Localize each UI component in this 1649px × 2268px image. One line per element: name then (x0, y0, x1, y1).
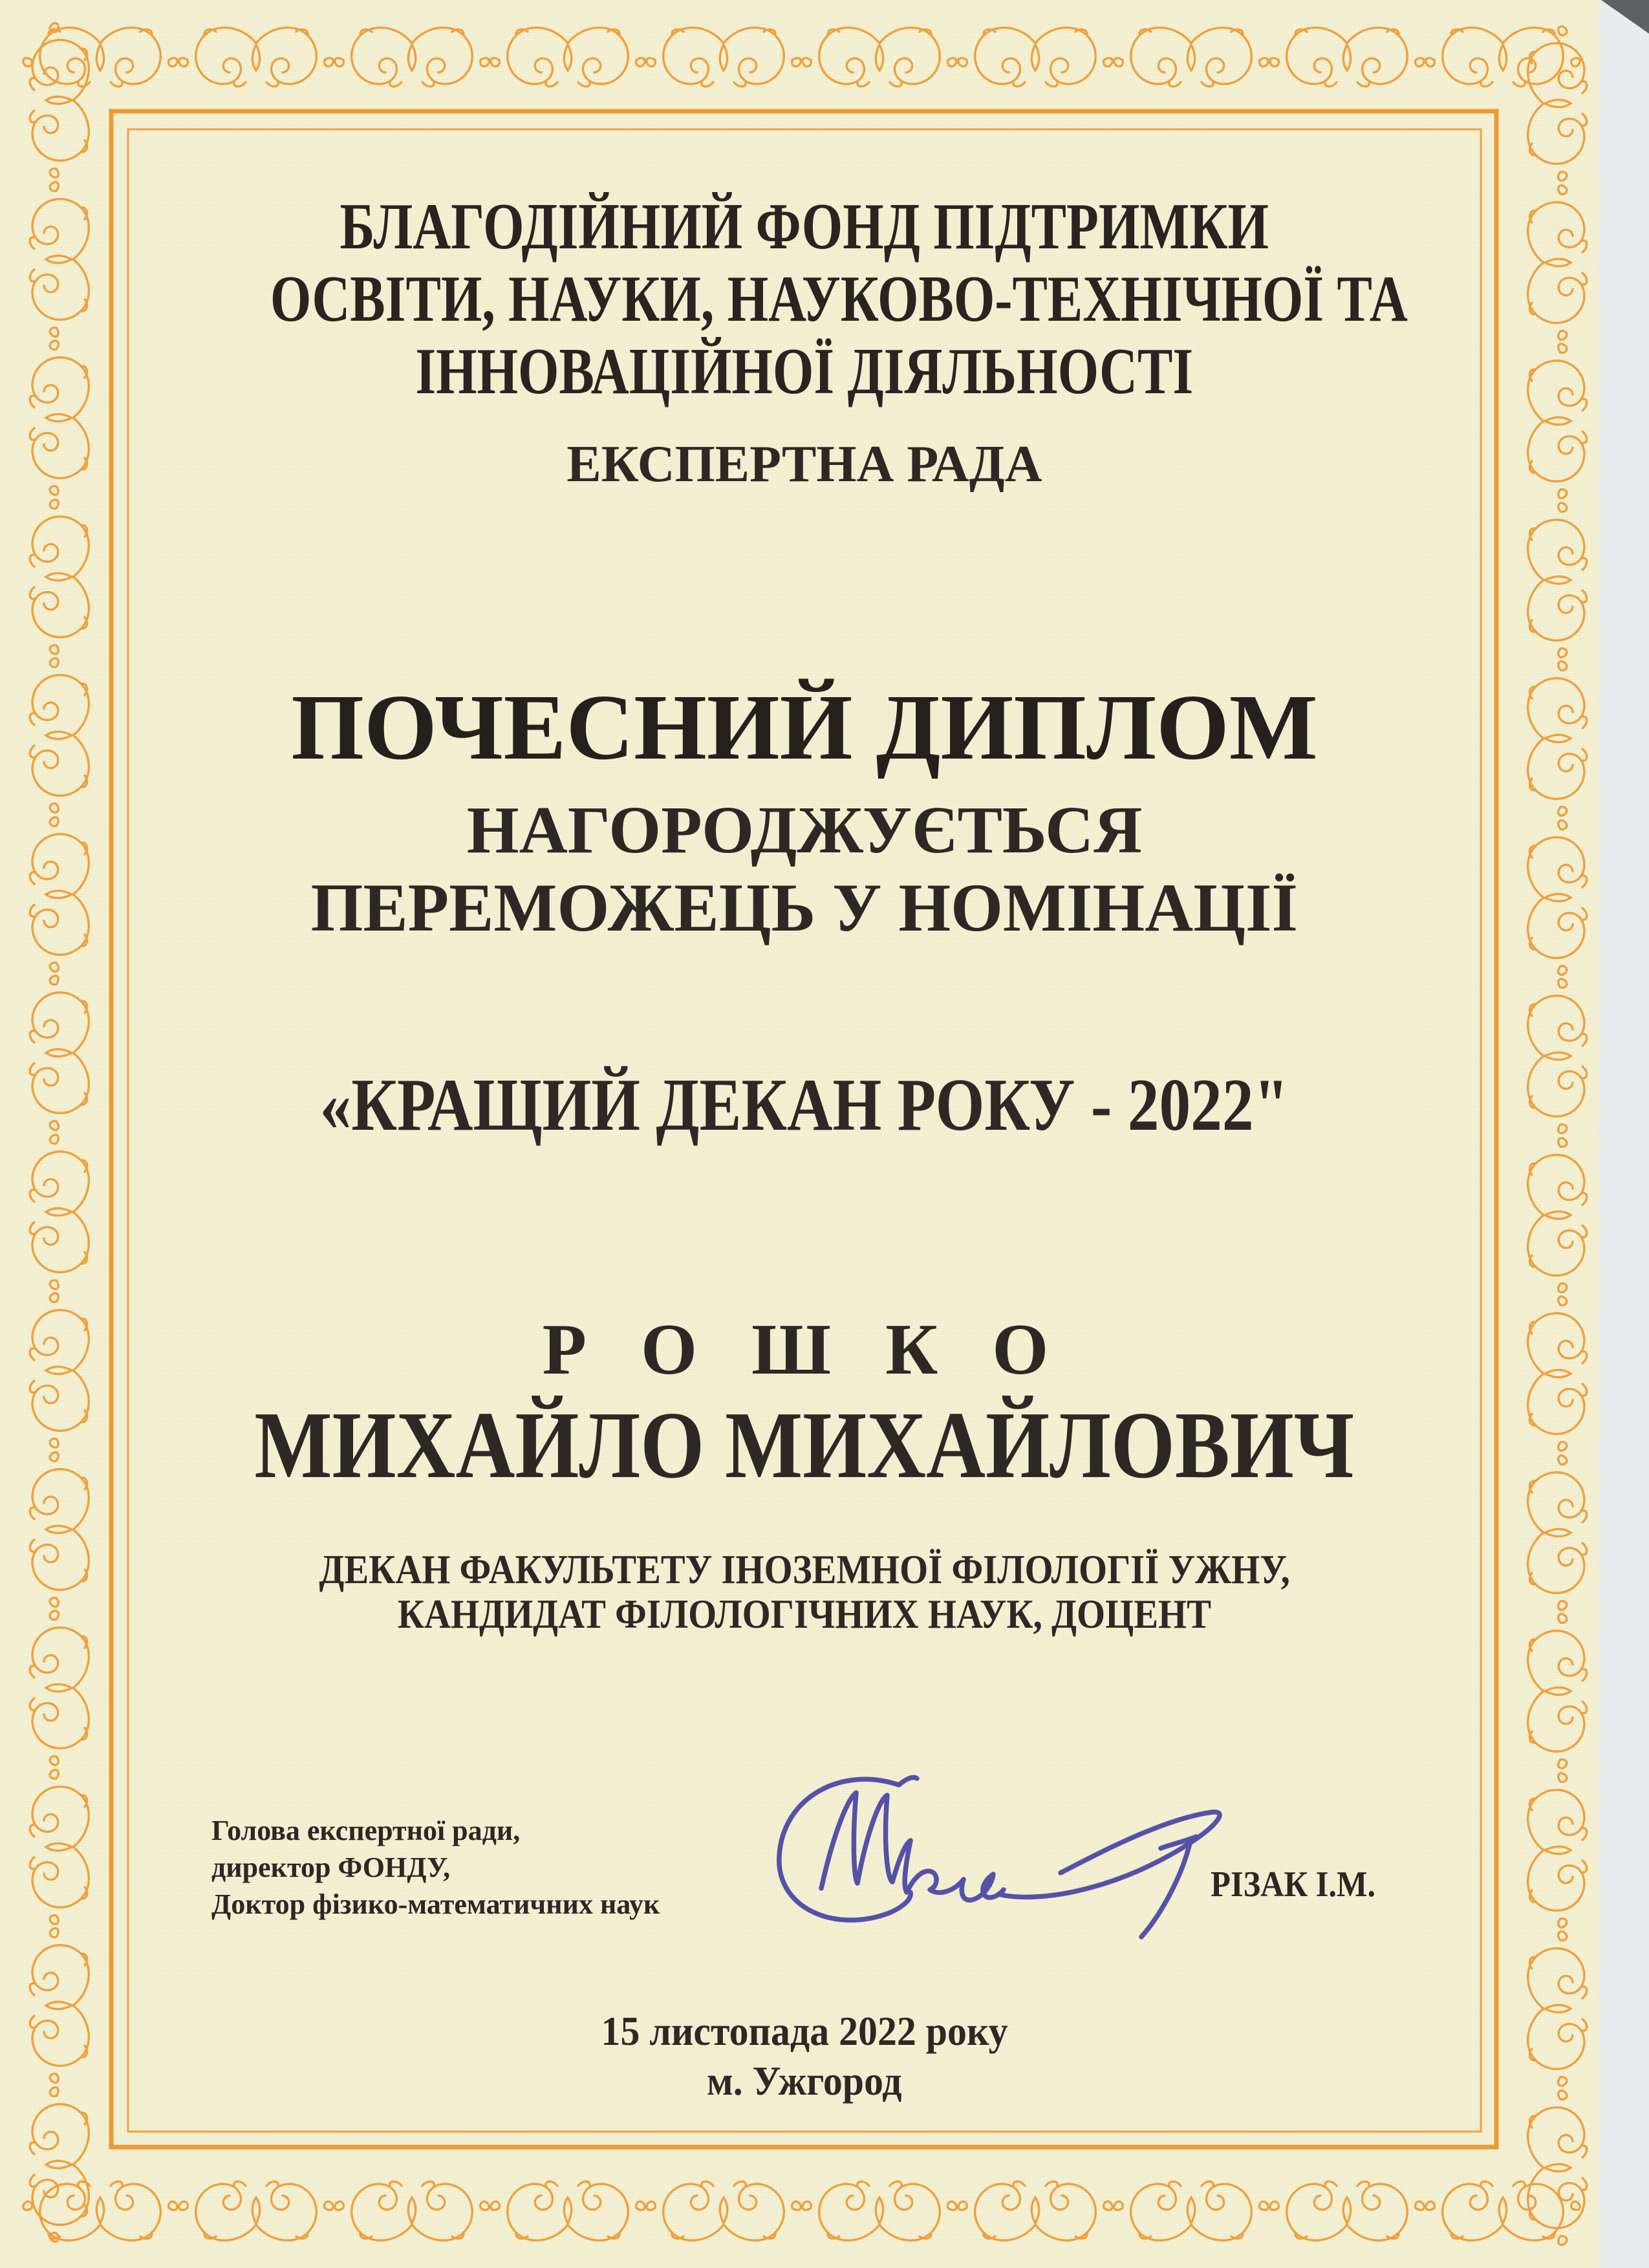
nomination-title-text: «КРАЩИЙ ДЕКАН РОКУ - 2022" (319, 1064, 1289, 1147)
signer-name (1145, 1864, 1442, 1905)
scanner-edge (1599, 0, 1649, 2268)
fund-name (128, 191, 1481, 409)
recipient-title-line: КАНДИДАТ ФІЛОЛОГІЧНИХ НАУК, ДОЦЕНТ (397, 1591, 1212, 1637)
recipient-title-line: ДЕКАН ФАКУЛЬТЕТУ ІНОЗЕМНОЇ ФІЛОЛОГІЇ УЖНУ, (319, 1547, 1290, 1592)
scanner-corner-shadow (1601, 0, 1649, 34)
recipient-surname (128, 1308, 1481, 1392)
date-line: 15 листопада 2022 року (601, 2009, 1008, 2054)
fund-name-line: ІННОВАЦІЙНОЇ ДІЯЛЬНОСТІ (415, 335, 1194, 409)
signer-role-line: директор ФОНДУ, (211, 1852, 451, 1884)
fund-name-line: БЛАГОДІЙНИЙ ФОНД ПІДТРИМКИ (339, 190, 1269, 263)
fund-name-line: ОСВІТИ, НАУКИ, НАУКОВО-ТЕХНІЧНОЇ ТА (270, 263, 1408, 336)
signer-role (211, 1812, 660, 1923)
council-title (128, 435, 1481, 494)
winner-label-text: ПЕРЕМОЖЕЦЬ У НОМІНАЦІЇ (310, 870, 1299, 945)
nomination-title (128, 1063, 1481, 1149)
diploma-title (128, 674, 1481, 781)
awarded-label-text: НАГОРОДЖУЄТЬСЯ (466, 793, 1143, 867)
diploma-title-text: ПОЧЕСНИЙ ДИПЛОМ (291, 676, 1318, 779)
date-block (128, 2007, 1481, 2106)
signer-role-line: Голова експертної ради, (211, 1815, 521, 1846)
signature-scribble (737, 1746, 1306, 1947)
winner-label (128, 869, 1481, 947)
recipient-surname-text: Р О Ш К О (542, 1310, 1067, 1390)
recipient-fullname (128, 1390, 1481, 1500)
recipient-titles (128, 1548, 1481, 1636)
council-title-text: ЕКСПЕРТНА РАДА (566, 436, 1042, 493)
recipient-fullname-text: МИХАЙЛО МИХАЙЛОВИЧ (254, 1392, 1355, 1498)
place-line: м. Ужгород (707, 2058, 902, 2104)
signer-name-text: РІЗАК І.М. (1211, 1864, 1376, 1905)
awarded-label (128, 792, 1481, 869)
signer-role-line: Доктор фізико-математичних наук (211, 1888, 660, 1921)
